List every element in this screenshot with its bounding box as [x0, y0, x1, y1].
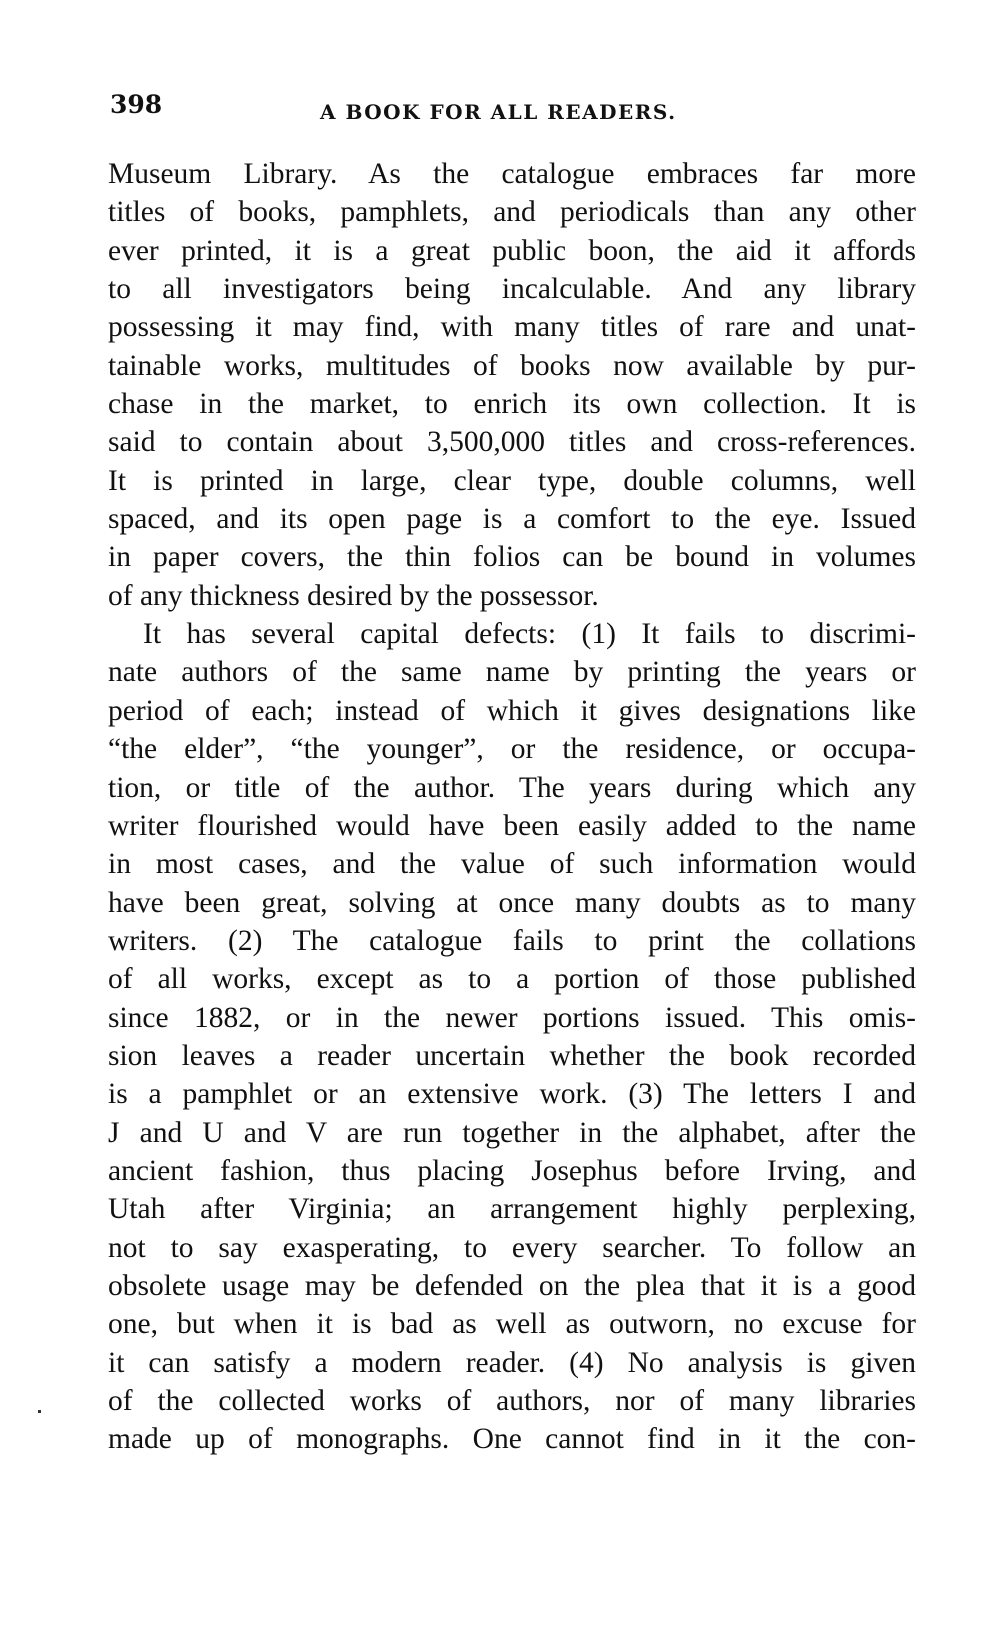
text-line: writers. (2) The catalogue fails to print the collations: [108, 924, 916, 957]
text-line: made up of monographs. One cannot find in it the con-: [108, 1423, 916, 1456]
text-line: not to say exasperating, to every searcher. To follow an: [108, 1231, 916, 1264]
text-line: said to contain about 3,500,000 titles and cross-references.: [108, 426, 916, 459]
text-line: possessing it may find, with many titles of rare and unat-: [108, 311, 916, 344]
text-line: period of each; instead of which it gives designations like: [108, 694, 916, 727]
body-text: [108, 155, 916, 1459]
text-line: it can satisfy a modern reader. (4) No analysis is given: [108, 1346, 916, 1379]
text-line: of any thickness desired by the possessor.: [108, 579, 599, 612]
text-line: is a pamphlet or an extensive work. (3) The letters I and: [108, 1078, 916, 1111]
text-line: have been great, solving at once many doubts as to many: [108, 886, 916, 919]
text-line: tainable works, multitudes of books now available by pur-: [108, 349, 916, 382]
text-line: J and U and V are run together in the alphabet, after the: [108, 1116, 916, 1149]
text-line: one, but when it is bad as well as outworn, no excuse for: [108, 1308, 916, 1341]
scan-speck: [38, 1410, 41, 1413]
text-line: nate authors of the same name by printing the years or: [108, 656, 916, 689]
text-line: It has several capital defects: (1) It fails to discrimi-: [143, 618, 916, 651]
text-line: writer flourished would have been easily added to the name: [108, 809, 916, 842]
text-line: Utah after Virginia; an arrangement highly perplexing,: [108, 1193, 916, 1226]
text-line: chase in the market, to enrich its own collection. It is: [108, 388, 916, 421]
text-line: in paper covers, the thin folios can be bound in volumes: [108, 541, 916, 574]
text-line: tion, or title of the author. The years during which any: [108, 771, 916, 804]
text-line: in most cases, and the value of such information would: [108, 848, 916, 881]
text-line: titles of books, pamphlets, and periodicals than any other: [108, 196, 916, 229]
text-line: of all works, except as to a portion of those published: [108, 963, 916, 996]
text-line: to all investigators being incalculable. And any library: [108, 273, 916, 306]
text-line: spaced, and its open page is a comfort to the eye. Issued: [108, 503, 916, 536]
text-line: It is printed in large, clear type, double columns, well: [108, 464, 916, 497]
text-line: obsolete usage may be defended on the plea that it is a good: [108, 1269, 916, 1302]
text-line: ever printed, it is a great public boon, the aid it affords: [108, 234, 916, 267]
running-title: A BOOK FOR ALL READERS.: [320, 100, 677, 124]
text-line: since 1882, or in the newer portions issued. This omis-: [108, 1001, 916, 1034]
text-line: sion leaves a reader uncertain whether the book recorded: [108, 1039, 916, 1072]
text-line: “the elder”, “the younger”, or the residence, or occupa-: [108, 733, 916, 766]
text-line: of the collected works of authors, nor of many libraries: [108, 1385, 916, 1417]
text-line: ancient fashion, thus placing Josephus before Irving, and: [108, 1154, 916, 1187]
page-number: 398: [110, 90, 163, 119]
text-line: Museum Library. As the catalogue embraces far more: [108, 158, 916, 190]
